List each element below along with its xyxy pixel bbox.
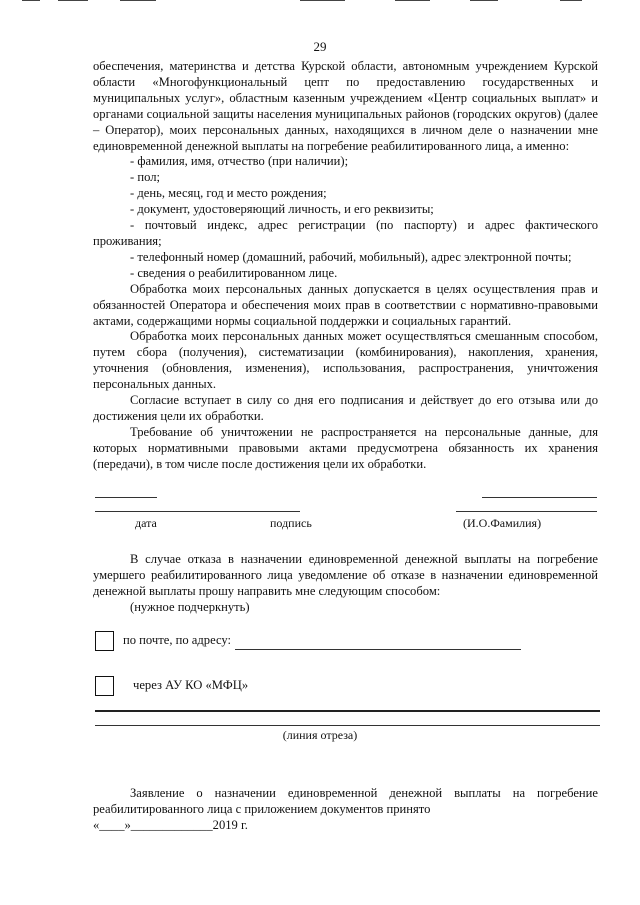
signature-label: подпись	[270, 516, 312, 530]
mfc-option-label: через АУ КО «МФЦ»	[133, 678, 249, 692]
list-item: - фамилия, имя, отчество (при наличии);	[130, 154, 349, 169]
body-paragraph: обеспечения, материнства и детства Курской области, автономным учреждением Курской области «Многофункциональный цепт по предоставлению государственных и муниципальных услуг», областным казенным учреждением «Центр социальных выплат» и органами социальной защиты населения муниципальных районов (городских округов) (далее – Оператор), моих персональных данных, находящихся в личном деле о назначении мне единовременной денежной выплаты на погребение реабилитированного лица, а именно:	[93, 59, 598, 153]
refusal-section	[93, 552, 598, 616]
list-item: - пол;	[130, 170, 160, 185]
list-item: - сведения о реабилитированном лице.	[130, 265, 338, 280]
page-number: 29	[313, 39, 327, 54]
scan-top-marks	[0, 0, 640, 4]
accepted-date-line: «____»_____________2019 г.	[93, 817, 248, 832]
post-option-label: по почте, по адресу:	[123, 633, 232, 647]
date-short-line	[95, 497, 157, 498]
body-paragraph: Обработка моих персональных данных допускается в целях осуществления прав и обязанностей Оператора и обеспечения моих прав в соответствии с нормативно-правовыми актами, содержащими нормы социальной поддержки и социальных гарантий.	[93, 281, 598, 328]
name-short-line	[482, 497, 597, 498]
body-paragraph: Обработка моих персональных данных может осуществляться смешанным способом, путем сбора (получения), систематизации (комбинирования), накопления, хранения, уточнения (обновления, изменения), использования, распространения, уничтожения персональных данных.	[93, 329, 598, 392]
list-item: - почтовый индекс, адрес регистрации (по паспорту) и адрес фактического проживания;	[93, 218, 598, 248]
cut-line-label: (линия отреза)	[282, 728, 358, 742]
cut-line-bottom	[95, 725, 600, 726]
cut-line-top	[95, 710, 600, 712]
name-label: (И.О.Фамилия)	[463, 516, 542, 530]
list-item: - документ, удостоверяющий личность, и его реквизиты;	[130, 202, 434, 217]
date-label: дата	[135, 516, 157, 530]
post-checkbox[interactable]	[95, 631, 114, 651]
date-sign-line	[95, 511, 300, 512]
consent-body	[93, 59, 598, 473]
name-line	[456, 511, 597, 512]
mfc-checkbox[interactable]	[95, 676, 114, 696]
body-paragraph: Требование об уничтожении не распространяется на персональные данные, для которых нормативными правовыми актами предусмотрена обязанность их хранения (передачи), в том числе после достижения цели их обработки.	[93, 424, 598, 471]
list-item: - день, месяц, год и место рождения;	[130, 186, 327, 201]
refusal-text: В случае отказа в назначении единовременной денежной выплаты на погребение умершего реабилитированного лица уведомление об отказе в назначении единовременной денежной выплаты прошу направить мне следующим способом:	[93, 552, 598, 598]
accepted-text: Заявление о назначении единовременной денежной выплаты на погребение реабилитированного лица с приложением документов принято	[93, 786, 598, 816]
post-address-line[interactable]	[235, 649, 521, 650]
body-paragraph: Согласие вступает в силу со дня его подписания и действует до его отзыва или до достижения цели их обработки.	[93, 393, 598, 423]
accepted-section	[93, 786, 598, 834]
list-item: - телефонный номер (домашний, рабочий, мобильный), адрес электронной почты;	[130, 249, 572, 264]
refusal-note: (нужное подчеркнуть)	[130, 599, 250, 614]
